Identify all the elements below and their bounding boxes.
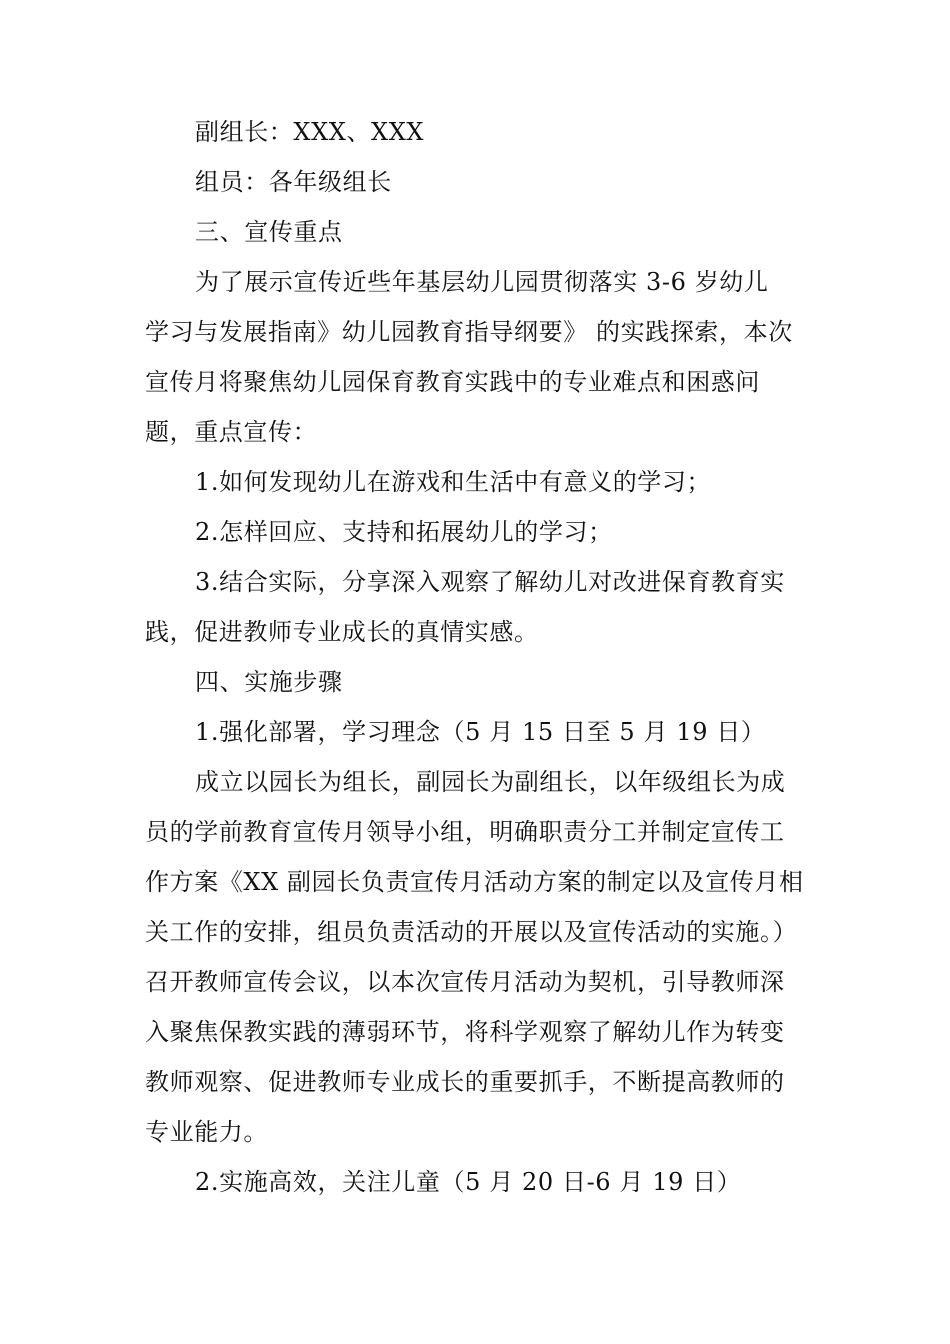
section-heading-3: 三、宣传重点	[195, 218, 343, 246]
members-line: 组员：各年级组长	[195, 168, 392, 196]
list-item-1: 1.如何发现幼儿在游戏和生活中有意义的学习；	[195, 468, 712, 496]
list-item-3: 3.结合实际，分享深入观察了解幼儿对改进保育教育实	[195, 568, 785, 596]
section-heading-4: 四、实施步骤	[195, 668, 343, 696]
deputy-leader-line: 副组长：XXX、XXX	[195, 118, 425, 146]
paragraph-line: 教师观察、促进教师专业成长的重要抓手，不断提高教师的	[145, 1068, 785, 1096]
step-2-heading: 2.实施高效，关注儿童（5 月 20 日-6 月 19 日）	[195, 1168, 742, 1196]
paragraph-line: 员的学前教育宣传月领导小组，明确职责分工并制定宣传工	[145, 818, 785, 846]
list-item-2: 2.怎样回应、支持和拓展幼儿的学习；	[195, 518, 613, 546]
paragraph-line: 宣传月将聚焦幼儿园保育教育实践中的专业难点和困惑问	[145, 368, 760, 396]
step-1-heading: 1.强化部署，学习理念（5 月 15 日至 5 月 19 日）	[195, 718, 766, 746]
paragraph-line: 题，重点宣传：	[145, 418, 318, 446]
paragraph-line: 召开教师宣传会议，以本次宣传月活动为契机，引导教师深	[145, 968, 785, 996]
paragraph-line: 关工作的安排，组员负责活动的开展以及宣传活动的实施。）	[145, 918, 798, 946]
paragraph-line: 为了展示宣传近些年基层幼儿园贯彻落实 3-6 岁幼儿	[195, 268, 769, 296]
paragraph-line: 作方案《XX 副园长负责宣传月活动方案的制定以及宣传月相	[145, 868, 804, 896]
paragraph-line: 成立以园长为组长，副园长为副组长，以年级组长为成	[195, 768, 786, 796]
paragraph-line: 入聚焦保教实践的薄弱环节，将科学观察了解幼儿作为转变	[145, 1018, 785, 1046]
paragraph-line: 学习与发展指南》幼儿园教育指导纲要》 的实践探索，本次	[145, 318, 793, 346]
list-item-3-cont: 践，促进教师专业成长的真情实感。	[145, 618, 539, 646]
paragraph-line: 专业能力。	[145, 1118, 268, 1146]
